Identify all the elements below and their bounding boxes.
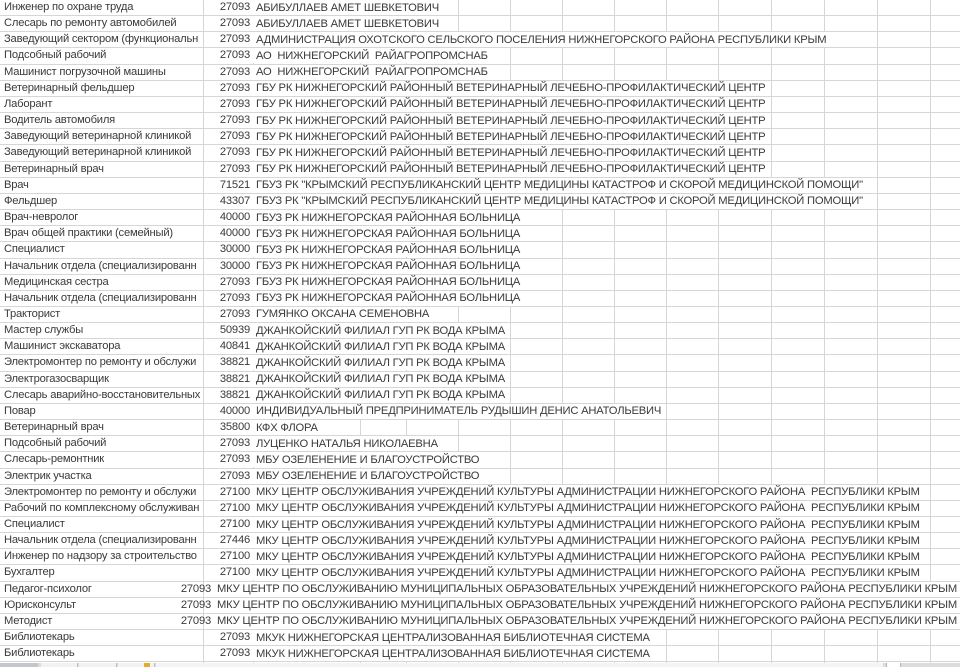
organization-text: ГБУЗ РК НИЖНЕГОРСКАЯ РАЙОННАЯ БОЛЬНИЦА bbox=[253, 259, 523, 274]
organization-cell[interactable] bbox=[253, 259, 960, 274]
salary-cell[interactable]: 27100 bbox=[219, 485, 250, 498]
organization-cell[interactable] bbox=[253, 113, 960, 128]
organization-text: МКУ ЦЕНТР ПО ОБСЛУЖИВАНИЮ МУНИЦИПАЛЬНЫХ ОБРАЗОВАТЕЛЬНЫХ УЧРЕЖДЕНИЙ НИЖНЕГОРСКОГО РАЙОНА РЕСПУБЛИКИ КРЫМ bbox=[214, 598, 960, 613]
organization-cell[interactable] bbox=[214, 598, 960, 613]
salary-cell[interactable]: 27093 bbox=[219, 49, 250, 62]
job-title-cell[interactable]: Инженер по надзору за строительство bbox=[4, 550, 197, 563]
organization-cell[interactable] bbox=[253, 469, 960, 484]
organization-text: ГБУ РК НИЖНЕГОРСКИЙ РАЙОННЫЙ ВЕТЕРИНАРНЫЙ ЛЕЧЕБНО-ПРОФИЛАКТИЧЕСКИЙ ЦЕНТР bbox=[253, 129, 768, 144]
organization-text: ГБУ РК НИЖНЕГОРСКИЙ РАЙОННЫЙ ВЕТЕРИНАРНЫЙ ЛЕЧЕБНО-ПРОФИЛАКТИЧЕСКИЙ ЦЕНТР bbox=[253, 162, 768, 177]
salary-cell[interactable]: 27093 bbox=[219, 307, 250, 320]
organization-cell[interactable] bbox=[214, 582, 960, 597]
salary-cell[interactable]: 71521 bbox=[219, 178, 250, 191]
organization-text: ГБУЗ РК НИЖНЕГОРСКАЯ РАЙОННАЯ БОЛЬНИЦА bbox=[253, 226, 523, 241]
salary-cell[interactable]: 27093 bbox=[219, 146, 250, 159]
organization-text: МКУ ЦЕНТР ОБСЛУЖИВАНИЯ УЧРЕЖДЕНИЙ КУЛЬТУРЫ АДМИНИСТРАЦИИ НИЖНЕГОРСКОГО РАЙОНА РЕСПУБЛИКИ КРЫМ bbox=[253, 549, 923, 564]
organization-cell[interactable] bbox=[253, 32, 960, 47]
table-row bbox=[0, 582, 960, 598]
organization-cell[interactable] bbox=[253, 307, 960, 322]
organization-cell[interactable] bbox=[253, 549, 960, 564]
job-title-cell[interactable]: Электрик участка bbox=[4, 469, 92, 482]
salary-cell[interactable]: 27093 bbox=[219, 437, 250, 450]
organization-text: ГБУЗ РК "КРЫМСКИЙ РЕСПУБЛИКАНСКИЙ ЦЕНТР МЕДИЦИНЫ КАТАСТРОФ И СКОРОЙ МЕДИЦИНСКОЙ ПОМОЩИ" bbox=[253, 194, 866, 209]
table-row bbox=[0, 323, 960, 339]
table-row bbox=[0, 291, 960, 307]
sheet-tab[interactable] bbox=[41, 663, 78, 667]
organization-cell[interactable] bbox=[253, 194, 960, 209]
salary-cell[interactable]: 27093 bbox=[219, 97, 250, 110]
table-row bbox=[0, 517, 960, 533]
job-title-cell[interactable]: Слесарь по ремонту автомобилей bbox=[4, 17, 177, 30]
organization-text: ГБУЗ РК НИЖНЕГОРСКАЯ РАЙОННАЯ БОЛЬНИЦА bbox=[253, 242, 523, 257]
organization-text: МКУК НИЖНЕГОРСКАЯ ЦЕНТРАЛИЗОВАННАЯ БИБЛИОТЕЧНАЯ СИСТЕМА bbox=[253, 646, 653, 661]
salary-cell[interactable]: 27093 bbox=[180, 598, 212, 611]
salary-cell[interactable]: 27093 bbox=[219, 114, 250, 127]
organization-text: МКУ ЦЕНТР ОБСЛУЖИВАНИЯ УЧРЕЖДЕНИЙ КУЛЬТУРЫ АДМИНИСТРАЦИИ НИЖНЕГОРСКОГО РАЙОНА РЕСПУБЛИКИ КРЫМ bbox=[253, 501, 923, 516]
organization-text: МКУ ЦЕНТР ОБСЛУЖИВАНИЯ УЧРЕЖДЕНИЙ КУЛЬТУРЫ АДМИНИСТРАЦИИ НИЖНЕГОРСКОГО РАЙОНА РЕСПУБЛИКИ КРЫМ bbox=[253, 533, 923, 548]
organization-cell[interactable] bbox=[253, 129, 960, 144]
organization-text: АБИБУЛЛАЕВ АМЕТ ШЕВКЕТОВИЧ bbox=[253, 0, 442, 15]
table-row bbox=[0, 129, 960, 145]
table-row bbox=[0, 307, 960, 323]
job-title-cell[interactable]: Электромонтер по ремонту и обслужи bbox=[4, 356, 197, 369]
sheet-tab[interactable] bbox=[79, 663, 117, 667]
organization-text: МКУ ЦЕНТР ОБСЛУЖИВАНИЯ УЧРЕЖДЕНИЙ КУЛЬТУРЫ АДМИНИСТРАЦИИ НИЖНЕГОРСКОГО РАЙОНА РЕСПУБЛИКИ КРЫМ bbox=[253, 485, 923, 500]
organization-cell[interactable] bbox=[253, 533, 960, 548]
organization-cell[interactable] bbox=[253, 420, 960, 435]
table-row bbox=[0, 113, 960, 129]
organization-text: ДЖАНКОЙСКИЙ ФИЛИАЛ ГУП РК ВОДА КРЫМА bbox=[253, 355, 508, 370]
job-title-cell[interactable]: Подсобный рабочий bbox=[4, 49, 107, 62]
job-title-cell[interactable]: Заведующий ветеринарной клиникой bbox=[4, 130, 192, 143]
table-row bbox=[0, 65, 960, 81]
table-row bbox=[0, 339, 960, 355]
salary-cell[interactable]: 27446 bbox=[219, 534, 250, 547]
table-row bbox=[0, 565, 960, 581]
table-row bbox=[0, 549, 960, 565]
table-row bbox=[0, 16, 960, 32]
salary-cell[interactable]: 27093 bbox=[219, 453, 250, 466]
organization-cell[interactable] bbox=[214, 614, 960, 629]
organization-text: АО НИЖНЕГОРСКИЙ РАЙАГРОПРОМСНАБ bbox=[253, 48, 491, 63]
organization-text: ГБУ РК НИЖНЕГОРСКИЙ РАЙОННЫЙ ВЕТЕРИНАРНЫЙ ЛЕЧЕБНО-ПРОФИЛАКТИЧЕСКИЙ ЦЕНТР bbox=[253, 97, 768, 112]
salary-cell[interactable]: 40000 bbox=[219, 404, 250, 417]
organization-text: ГБУ РК НИЖНЕГОРСКИЙ РАЙОННЫЙ ВЕТЕРИНАРНЫЙ ЛЕЧЕБНО-ПРОФИЛАКТИЧЕСКИЙ ЦЕНТР bbox=[253, 145, 768, 160]
job-title-cell[interactable]: Тракторист bbox=[4, 307, 61, 320]
salary-cell[interactable]: 40000 bbox=[219, 227, 250, 240]
table-row bbox=[0, 436, 960, 452]
salary-cell[interactable]: 27093 bbox=[219, 291, 250, 304]
salary-cell[interactable]: 27093 bbox=[219, 65, 250, 78]
salary-cell[interactable]: 27093 bbox=[180, 582, 212, 595]
job-title-cell[interactable]: Врач общей практики (семейный) bbox=[4, 227, 173, 240]
organization-cell[interactable] bbox=[253, 16, 960, 31]
organization-text: ГБУ РК НИЖНЕГОРСКИЙ РАЙОННЫЙ ВЕТЕРИНАРНЫЙ ЛЕЧЕБНО-ПРОФИЛАКТИЧЕСКИЙ ЦЕНТР bbox=[253, 113, 768, 128]
organization-cell[interactable] bbox=[253, 404, 960, 419]
organization-text: ГБУЗ РК "КРЫМСКИЙ РЕСПУБЛИКАНСКИЙ ЦЕНТР МЕДИЦИНЫ КАТАСТРОФ И СКОРОЙ МЕДИЦИНСКОЙ ПОМОЩИ" bbox=[253, 178, 866, 193]
table-row bbox=[0, 469, 960, 485]
organization-cell[interactable] bbox=[253, 646, 960, 661]
organization-cell[interactable] bbox=[253, 97, 960, 112]
tab-nav-corner[interactable] bbox=[0, 663, 38, 667]
salary-cell[interactable]: 30000 bbox=[219, 259, 250, 272]
salary-cell[interactable]: 27093 bbox=[219, 631, 250, 644]
yellow-dot-indicator-icon bbox=[144, 663, 150, 667]
job-title-cell[interactable]: Электрогазосварщик bbox=[4, 372, 109, 385]
organization-cell[interactable] bbox=[253, 145, 960, 160]
organization-text: ГУМЯНКО ОКСАНА СЕМЕНОВНА bbox=[253, 307, 432, 322]
salary-cell[interactable]: 27093 bbox=[219, 33, 250, 46]
organization-text: МКУ ЦЕНТР ОБСЛУЖИВАНИЯ УЧРЕЖДЕНИЙ КУЛЬТУРЫ АДМИНИСТРАЦИИ НИЖНЕГОРСКОГО РАЙОНА РЕСПУБЛИКИ КРЫМ bbox=[253, 565, 923, 580]
salary-cell[interactable]: 38821 bbox=[219, 372, 250, 385]
organization-text: МБУ ОЗЕЛЕНЕНИЕ И БЛАГОУСТРОЙСТВО bbox=[253, 452, 482, 467]
salary-cell[interactable]: 27093 bbox=[219, 130, 250, 143]
organization-text: ИНДИВИДУАЛЬНЫЙ ПРЕДПРИНИМАТЕЛЬ РУДЫШИН ДЕНИС АНАТОЛЬЕВИЧ bbox=[253, 404, 664, 419]
organization-cell[interactable] bbox=[253, 210, 960, 225]
organization-text: ДЖАНКОЙСКИЙ ФИЛИАЛ ГУП РК ВОДА КРЫМА bbox=[253, 388, 508, 403]
salary-cell[interactable]: 38821 bbox=[219, 388, 250, 401]
salary-cell[interactable]: 27100 bbox=[219, 518, 250, 530]
table-row bbox=[0, 372, 960, 388]
organization-text: ЛУЦЕНКО НАТАЛЬЯ НИКОЛАЕВНА bbox=[253, 436, 441, 451]
salary-cell[interactable]: 27100 bbox=[219, 550, 250, 563]
table-row bbox=[0, 242, 960, 258]
organization-text: МКУ ЦЕНТР ОБСЛУЖИВАНИЯ УЧРЕЖДЕНИЙ КУЛЬТУРЫ АДМИНИСТРАЦИИ НИЖНЕГОРСКОГО РАЙОНА РЕСПУБЛИКИ КРЫМ bbox=[253, 517, 923, 532]
job-title-cell[interactable]: Ветеринарный фельдшер bbox=[4, 81, 135, 94]
organization-cell[interactable] bbox=[253, 81, 960, 96]
organization-cell[interactable] bbox=[253, 162, 960, 177]
salary-cell[interactable]: 40000 bbox=[219, 211, 250, 224]
job-title-cell[interactable]: Врач bbox=[4, 178, 29, 191]
table-row bbox=[0, 533, 960, 549]
job-title-cell[interactable]: Мастер службы bbox=[4, 324, 84, 337]
table-row bbox=[0, 646, 960, 662]
horizontal-scrollbar-track[interactable] bbox=[156, 663, 883, 667]
salary-cell[interactable]: 40841 bbox=[219, 340, 250, 353]
organization-cell[interactable] bbox=[253, 178, 960, 193]
table-row bbox=[0, 598, 960, 614]
job-title-cell[interactable]: Бухгалтер bbox=[4, 566, 55, 579]
organization-text: ДЖАНКОЙСКИЙ ФИЛИАЛ ГУП РК ВОДА КРЫМА bbox=[253, 372, 508, 387]
job-title-cell[interactable]: Юрисконсульт bbox=[4, 598, 76, 611]
table-row bbox=[0, 485, 960, 501]
job-title-cell[interactable]: Медицинская сестра bbox=[4, 275, 109, 288]
organization-cell[interactable] bbox=[253, 372, 960, 387]
salary-cell[interactable]: 27093 bbox=[219, 1, 250, 13]
organization-text: МКУ ЦЕНТР ПО ОБСЛУЖИВАНИЮ МУНИЦИПАЛЬНЫХ ОБРАЗОВАТЕЛЬНЫХ УЧРЕЖДЕНИЙ НИЖНЕГОРСКОГО РАЙОНА РЕСПУБЛИКИ КРЫМ bbox=[214, 582, 960, 597]
organization-text: АДМИНИСТРАЦИЯ ОХОТСКОГО СЕЛЬСКОГО ПОСЕЛЕНИЯ НИЖНЕГОРСКОГО РАЙОНА РЕСПУБЛИКИ КРЫМ bbox=[253, 32, 829, 47]
job-title-cell[interactable]: Библиотекарь bbox=[4, 647, 75, 660]
organization-cell[interactable] bbox=[253, 388, 960, 403]
job-title-cell[interactable]: Водитель автомобиля bbox=[4, 114, 116, 127]
organization-cell[interactable] bbox=[253, 565, 960, 580]
organization-text: МКУ ЦЕНТР ПО ОБСЛУЖИВАНИЮ МУНИЦИПАЛЬНЫХ ОБРАЗОВАТЕЛЬНЫХ УЧРЕЖДЕНИЙ НИЖНЕГОРСКОГО РАЙОНА РЕСПУБЛИКИ КРЫМ bbox=[214, 614, 960, 629]
job-title-cell[interactable]: Лаборант bbox=[4, 97, 53, 110]
organization-cell[interactable] bbox=[253, 517, 960, 532]
organization-text: ГБУЗ РК НИЖНЕГОРСКАЯ РАЙОННАЯ БОЛЬНИЦА bbox=[253, 210, 523, 225]
table-row bbox=[0, 388, 960, 404]
table-row bbox=[0, 226, 960, 242]
table-row bbox=[0, 452, 960, 468]
table-row bbox=[0, 194, 960, 210]
job-title-cell[interactable]: Инженер по охране труда bbox=[4, 1, 134, 13]
job-title-cell[interactable]: Ветеринарный врач bbox=[4, 162, 104, 175]
job-title-cell[interactable]: Педагог-психолог bbox=[4, 582, 92, 595]
job-title-cell[interactable]: Электромонтер по ремонту и обслужи bbox=[4, 485, 197, 498]
table-row bbox=[0, 210, 960, 226]
organization-cell[interactable] bbox=[253, 355, 960, 370]
organization-text: ГБУ РК НИЖНЕГОРСКИЙ РАЙОННЫЙ ВЕТЕРИНАРНЫЙ ЛЕЧЕБНО-ПРОФИЛАКТИЧЕСКИЙ ЦЕНТР bbox=[253, 81, 768, 96]
organization-cell[interactable] bbox=[253, 485, 960, 500]
organization-cell[interactable] bbox=[253, 291, 960, 306]
job-title-cell[interactable]: Заведующий сектором (функциональн bbox=[4, 33, 199, 46]
organization-text: ДЖАНКОЙСКИЙ ФИЛИАЛ ГУП РК ВОДА КРЫМА bbox=[253, 339, 508, 354]
organization-cell[interactable] bbox=[253, 436, 960, 451]
salary-cell[interactable]: 50939 bbox=[219, 324, 250, 337]
organization-cell[interactable] bbox=[253, 48, 960, 63]
table-row bbox=[0, 420, 960, 436]
organization-cell[interactable] bbox=[253, 275, 960, 290]
job-title-cell[interactable]: Методист bbox=[4, 614, 53, 627]
sheet-tab-bar[interactable] bbox=[0, 663, 960, 667]
table-row bbox=[0, 162, 960, 178]
table-row bbox=[0, 145, 960, 161]
table-row bbox=[0, 275, 960, 291]
salary-cell[interactable]: 27093 bbox=[219, 162, 250, 175]
salary-cell[interactable]: 27100 bbox=[219, 566, 250, 579]
salary-cell[interactable]: 43307 bbox=[219, 194, 250, 207]
job-title-cell[interactable]: Библиотекарь bbox=[4, 631, 75, 644]
table-row bbox=[0, 501, 960, 517]
table-row bbox=[0, 81, 960, 97]
job-title-cell[interactable]: Начальник отдела (специализированн bbox=[4, 534, 197, 547]
organization-cell[interactable] bbox=[253, 0, 960, 15]
job-title-cell[interactable]: Врач-невролог bbox=[4, 211, 79, 224]
salary-cell[interactable]: 27100 bbox=[219, 501, 250, 514]
table-row bbox=[0, 630, 960, 646]
job-title-cell[interactable]: Специалист bbox=[4, 243, 65, 256]
salary-cell[interactable]: 27093 bbox=[219, 275, 250, 288]
table-row bbox=[0, 32, 960, 48]
organization-text: ГБУЗ РК НИЖНЕГОРСКАЯ РАЙОННАЯ БОЛЬНИЦА bbox=[253, 275, 523, 290]
job-title-cell[interactable]: Специалист bbox=[4, 518, 65, 530]
job-title-cell[interactable]: Ветеринарный врач bbox=[4, 421, 104, 434]
organization-text: ДЖАНКОЙСКИЙ ФИЛИАЛ ГУП РК ВОДА КРЫМА bbox=[253, 323, 508, 338]
job-title-cell[interactable]: Машинист экскаватора bbox=[4, 340, 121, 353]
table-row bbox=[0, 0, 960, 16]
salary-cell[interactable]: 27093 bbox=[219, 469, 250, 482]
job-title-cell[interactable]: Рабочий по комплексному обслуживан bbox=[4, 501, 200, 514]
salary-cell[interactable]: 27093 bbox=[180, 614, 212, 627]
table-row bbox=[0, 355, 960, 371]
organization-text: ГБУЗ РК НИЖНЕГОРСКАЯ РАЙОННАЯ БОЛЬНИЦА bbox=[253, 291, 523, 306]
organization-cell[interactable] bbox=[253, 452, 960, 467]
job-title-cell[interactable]: Подсобный рабочий bbox=[4, 437, 107, 450]
organization-text: АБИБУЛЛАЕВ АМЕТ ШЕВКЕТОВИЧ bbox=[253, 16, 442, 31]
table-row bbox=[0, 404, 960, 420]
organization-cell[interactable] bbox=[253, 630, 960, 645]
job-title-cell[interactable]: Слесарь аварийно-восстановительных bbox=[4, 388, 201, 401]
job-title-cell[interactable]: Машинист погрузочной машины bbox=[4, 65, 166, 78]
job-title-cell[interactable]: Фельдшер bbox=[4, 194, 58, 207]
salary-cell[interactable]: 27093 bbox=[219, 81, 250, 94]
table-row bbox=[0, 614, 960, 630]
job-title-cell[interactable]: Повар bbox=[4, 404, 36, 417]
organization-text: МКУК НИЖНЕГОРСКАЯ ЦЕНТРАЛИЗОВАННАЯ БИБЛИОТЕЧНАЯ СИСТЕМА bbox=[253, 630, 653, 645]
organization-cell[interactable] bbox=[253, 242, 960, 257]
salary-cell[interactable]: 30000 bbox=[219, 243, 250, 256]
table-row bbox=[0, 178, 960, 194]
table-row bbox=[0, 48, 960, 64]
salary-cell[interactable]: 38821 bbox=[219, 356, 250, 369]
organization-cell[interactable] bbox=[253, 226, 960, 241]
table-row bbox=[0, 97, 960, 113]
table-row bbox=[0, 259, 960, 275]
organization-cell[interactable] bbox=[253, 501, 960, 516]
salary-cell[interactable]: 35800 bbox=[219, 421, 250, 434]
job-title-cell[interactable]: Начальник отдела (специализированн bbox=[4, 259, 197, 272]
job-title-cell[interactable]: Заведующий ветеринарной клиникой bbox=[4, 146, 192, 159]
horizontal-scrollbar-thumb[interactable] bbox=[886, 663, 901, 667]
organization-cell[interactable] bbox=[253, 323, 960, 338]
organization-cell[interactable] bbox=[253, 65, 960, 80]
salary-cell[interactable]: 27093 bbox=[219, 17, 250, 30]
organization-text: КФХ ФЛОРА bbox=[253, 420, 321, 435]
job-title-cell[interactable]: Начальник отдела (специализированн bbox=[4, 291, 197, 304]
organization-text: МБУ ОЗЕЛЕНЕНИЕ И БЛАГОУСТРОЙСТВО bbox=[253, 469, 482, 484]
organization-cell[interactable] bbox=[253, 339, 960, 354]
job-title-cell[interactable]: Слесарь-ремонтник bbox=[4, 453, 105, 466]
organization-text: АО НИЖНЕГОРСКИЙ РАЙАГРОПРОМСНАБ bbox=[253, 65, 491, 80]
salary-cell[interactable]: 27093 bbox=[219, 647, 250, 660]
